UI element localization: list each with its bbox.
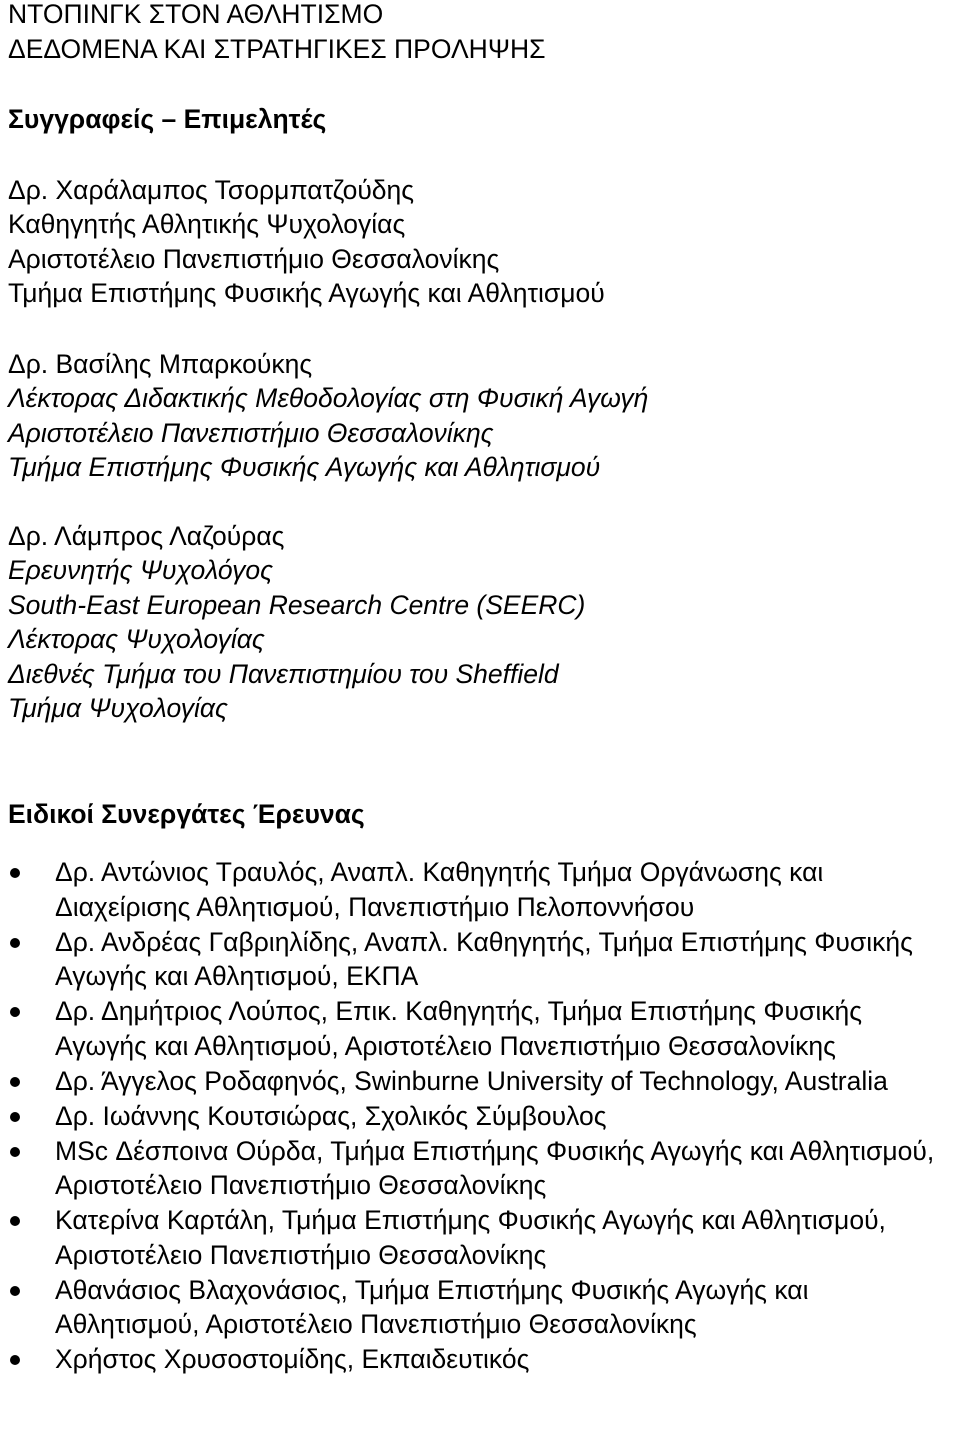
- collaborators-heading: Ειδικοί Συνεργάτες Έρευνας: [8, 798, 365, 829]
- author-institution: Αριστοτέλειο Πανεπιστήμιο Θεσσαλονίκης: [8, 417, 494, 448]
- author-block: [8, 519, 956, 726]
- bullet-icon: [10, 1077, 20, 1087]
- collaborator-text: MSc Δέσποινα Ούρδα, Τμήμα Επιστήμης Φυσικής Αγωγής και Αθλητισμού, Αριστοτέλειο Πανεπιστήμιο Θεσσαλονίκης: [55, 1135, 935, 1200]
- author-block: [8, 347, 956, 485]
- collaborator-text: Δρ. Άγγελος Ροδαφηνός, Swinburne University of Technology, Australia: [55, 1065, 888, 1096]
- author-department: Τμήμα Ψυχολογίας: [8, 693, 228, 723]
- author-position: Καθηγητής Αθλητικής Ψυχολογίας: [8, 209, 406, 239]
- collaborator-text: Δρ. Δημήτριος Λούπος, Επικ. Καθηγητής, Τμήμα Επιστήμης Φυσικής Αγωγής και Αθλητισμού, Αριστοτέλειο Πανεπιστήμιο Θεσσαλονίκης: [55, 996, 862, 1061]
- collaborator-text: Κατερίνα Καρτάλη, Τμήμα Επιστήμης Φυσικής Αγωγής και Αθλητισμού, Αριστοτέλειο Πανεπιστήμιο Θεσσαλονίκης: [55, 1205, 886, 1270]
- author-department: Τμήμα Επιστήμης Φυσικής Αγωγής και Αθλητισμού: [8, 452, 601, 482]
- author-department: Τμήμα Επιστήμης Φυσικής Αγωγής και Αθλητισμού: [8, 278, 605, 308]
- list-item: [8, 1064, 956, 1099]
- author-block: [8, 173, 956, 311]
- collaborator-text: Χρήστος Χρυσοστομίδης, Εκπαιδευτικός: [55, 1344, 530, 1374]
- collaborator-text: Αθανάσιος Βλαχονάσιος, Τμήμα Επιστήμης Φυσικής Αγωγής και Αθλητισμού, Αριστοτέλειο Πανεπιστήμιο Θεσσαλονίκης: [55, 1274, 809, 1339]
- bullet-icon: [10, 1286, 20, 1296]
- bullet-icon: [10, 868, 20, 878]
- author-name: Δρ. Χαράλαμπος Τσορμπατζούδης: [8, 174, 415, 205]
- list-item: [8, 855, 956, 924]
- book-title: [8, 0, 956, 66]
- author-institution: Αριστοτέλειο Πανεπιστήμιο Θεσσαλονίκης: [8, 243, 500, 274]
- author-name: Δρ. Λάμπρος Λαζούρας: [8, 520, 285, 551]
- author-institution-2: Διεθνές Τμήμα του Πανεπιστημίου του Sheffield: [8, 658, 559, 689]
- author-position: Ερευνητής Ψυχολόγος: [8, 555, 274, 585]
- list-item: [8, 1099, 956, 1134]
- list-item: [8, 1134, 956, 1203]
- collaborator-text: Δρ. Ιωάννης Κουτσιώρας, Σχολικός Σύμβουλος: [55, 1100, 607, 1131]
- bullet-icon: [10, 1355, 20, 1365]
- title-line-2: ΔΕΔΟΜΕΝΑ ΚΑΙ ΣΤΡΑΤΗΓΙΚΕΣ ΠΡΟΛΗΨΗΣ: [8, 33, 546, 64]
- collaborator-text: Δρ. Αντώνιος Τραυλός, Αναπλ. Καθηγητής Τμήμα Οργάνωσης και Διαχείρισης Αθλητισμού, Πανεπιστήμιο Πελοποννήσου: [55, 857, 824, 922]
- document-page: [8, 0, 956, 1377]
- collaborators-list: [8, 855, 956, 1377]
- bullet-icon: [10, 1216, 20, 1226]
- bullet-icon: [10, 1112, 20, 1122]
- list-item: [8, 925, 956, 994]
- authors-heading: Συγγραφείς – Επιμελητές: [8, 104, 327, 134]
- list-item: [8, 1342, 956, 1377]
- author-name: Δρ. Βασίλης Μπαρκούκης: [8, 348, 313, 379]
- author-institution: South-East European Research Centre (SEERC): [8, 589, 586, 620]
- title-line-1: ΝΤΟΠΙΝΓΚ ΣΤΟΝ ΑΘΛΗΤΙΣΜΟ: [8, 0, 384, 29]
- list-item: [8, 1273, 956, 1342]
- list-item: [8, 994, 956, 1063]
- bullet-icon: [10, 1007, 20, 1017]
- author-position-2: Λέκτορας Ψυχολογίας: [8, 624, 265, 654]
- author-position: Λέκτορας Διδακτικής Μεθοδολογίας στη Φυσική Αγωγή: [8, 383, 649, 413]
- list-item: [8, 1203, 956, 1272]
- bullet-icon: [10, 1147, 20, 1157]
- bullet-icon: [10, 938, 20, 948]
- collaborator-text: Δρ. Ανδρέας Γαβριηλίδης, Αναπλ. Καθηγητής, Τμήμα Επιστήμης Φυσικής Αγωγής και Αθλητισμού, ΕΚΠΑ: [55, 926, 913, 991]
